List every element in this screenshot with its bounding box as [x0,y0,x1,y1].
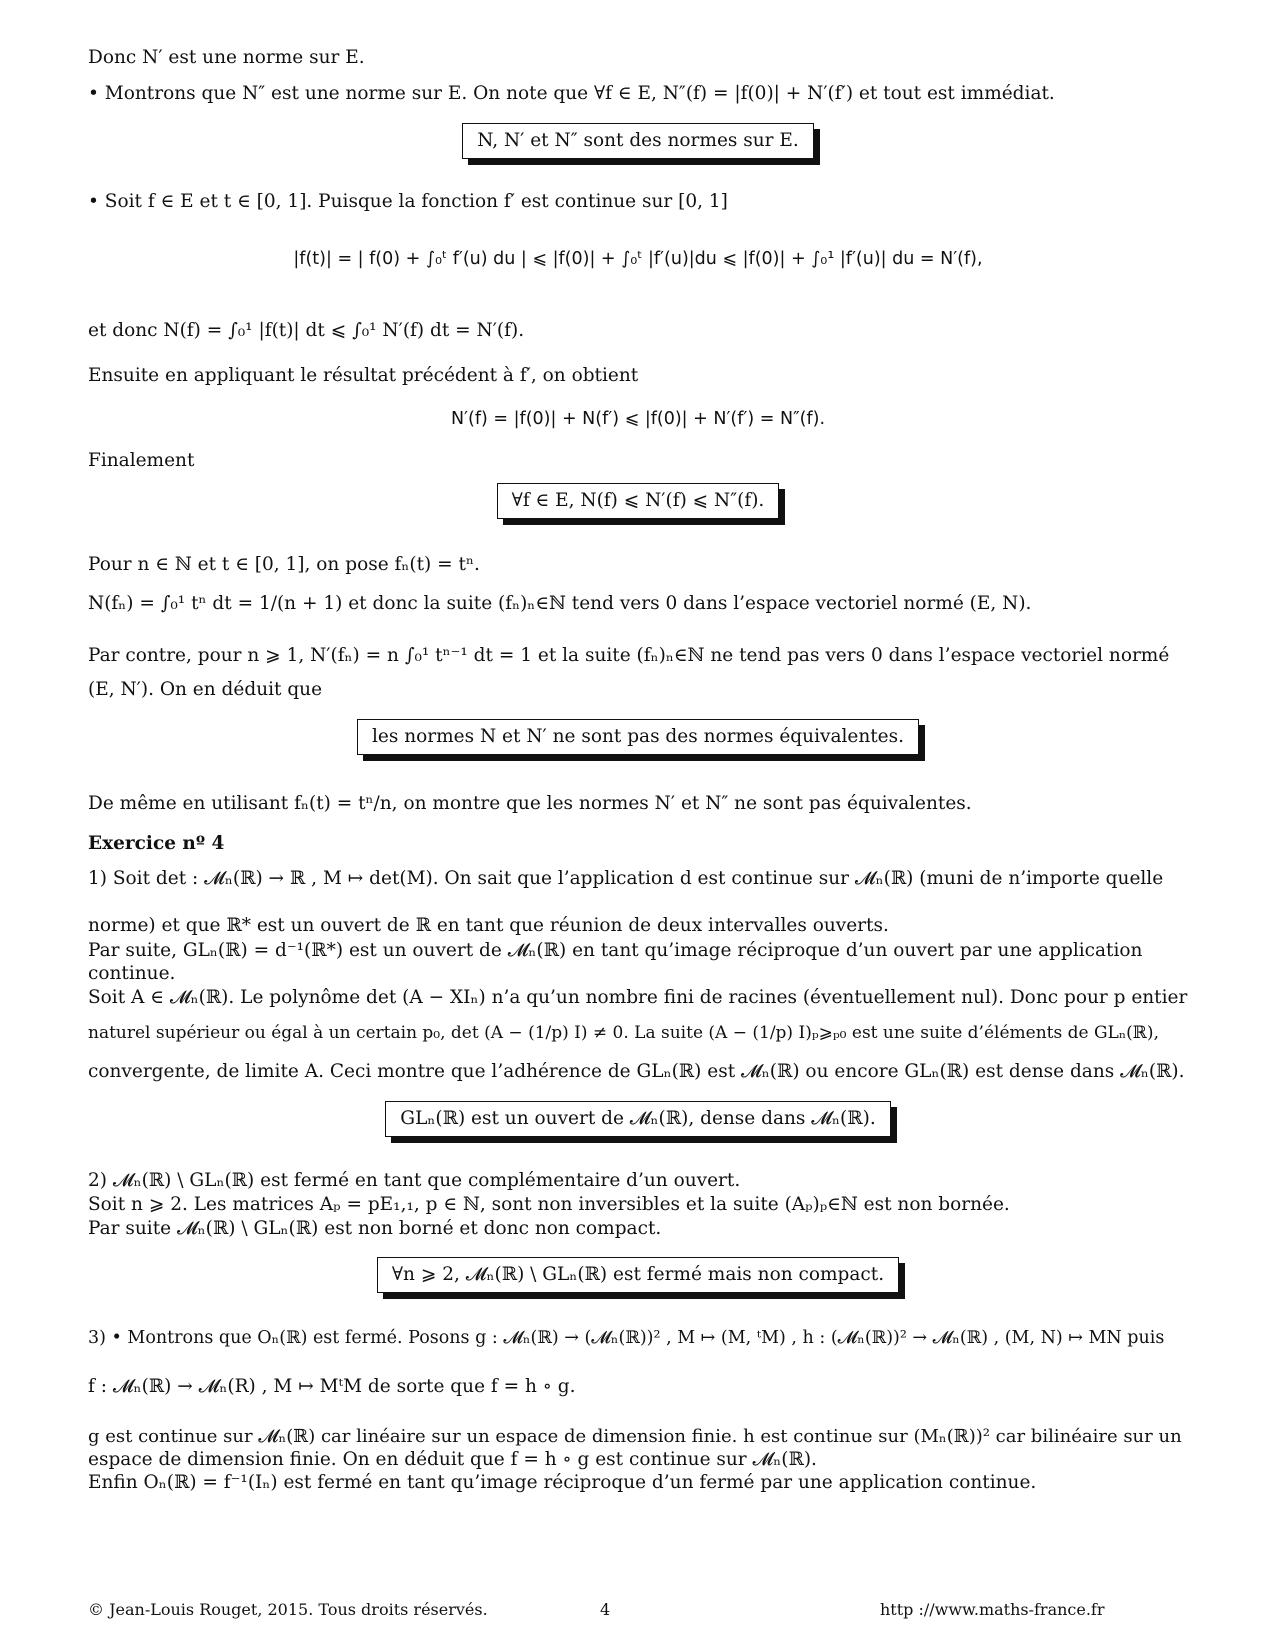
text-line: espace de dimension finie. On en déduit que f = h ∘ g est continue sur 𝓜ₙ(ℝ). [88,1449,817,1470]
boxed-result-wrap [88,1257,1188,1293]
boxed-result: ∀n ⩾ 2, 𝓜ₙ(ℝ) \ GLₙ(ℝ) est fermé mais non compact. [377,1257,899,1293]
text-line: 3) • Montrons que Oₙ(ℝ) est fermé. Posons g : 𝓜ₙ(ℝ) → (𝓜ₙ(ℝ))² , M ↦ (M, ᵗM) , h : (𝓜ₙ(ℝ))² → 𝓜ₙ(ℝ) , (M, N) ↦ MN puis [88,1328,1165,1348]
footer-page-number: 4 [600,1600,611,1619]
text-line: Soit n ⩾ 2. Les matrices Aₚ = pE₁,₁, p ∈ ℕ, sont non inversibles et la suite (Aₚ)ₚ∈ℕ est non bornée. [88,1194,1010,1215]
text-line: N(fₙ) = ∫₀¹ tⁿ dt = 1/(n + 1) et donc la suite (fₙ)ₙ∈ℕ tend vers 0 dans l’espace vectoriel normé (E, N). [88,593,1032,614]
boxed-result-wrap [88,123,1188,159]
text-line: et donc N(f) = ∫₀¹ |f(t)| dt ⩽ ∫₀¹ N′(f) dt = N′(f). [88,320,525,341]
text-line: • Soit f ∈ E et t ∈ [0, 1]. Puisque la fonction f′ est continue sur [0, 1] [88,191,728,212]
text-line: (E, N′). On en déduit que [88,679,323,700]
text-line: Soit A ∈ 𝓜ₙ(ℝ). Le polynôme det (A − XIₙ) n’a qu’un nombre fini de racines (éventuellement nul). Donc pour p entier [88,987,1188,1008]
boxed-result: les normes N et N′ ne sont pas des normes équivalentes. [357,719,919,755]
text-line: • Montrons que N″ est une norme sur E. On note que ∀f ∈ E, N″(f) = |f(0)| + N′(f′) et tout est immédiat. [88,83,1055,104]
boxed-result-wrap [88,483,1188,519]
footer-copyright: © Jean-Louis Rouget, 2015. Tous droits réservés. [88,1600,488,1619]
text-line: convergente, de limite A. Ceci montre que l’adhérence de GLₙ(ℝ) est 𝓜ₙ(ℝ) ou encore GLₙ(ℝ) est dense dans 𝓜ₙ(ℝ). [88,1061,1185,1082]
text-line: naturel supérieur ou égal à un certain p₀, det (A − (1/p) I) ≠ 0. La suite (A − (1/p) I)ₚ⩾ₚ₀ est une suite d’éléments de GLₙ(ℝ), [88,1023,1159,1043]
boxed-result: ∀f ∈ E, N(f) ⩽ N′(f) ⩽ N″(f). [497,483,780,519]
boxed-result-wrap [88,719,1188,755]
text-line: Par suite, GLₙ(ℝ) = d⁻¹(ℝ*) est un ouvert de 𝓜ₙ(ℝ) en tant qu’image réciproque d’un ouvert par une application [88,940,1143,961]
text-line: continue. [88,963,176,984]
display-equation: |f(t)| = | f(0) + ∫₀ᵗ f′(u) du | ⩽ |f(0)| + ∫₀ᵗ |f′(u)|du ⩽ |f(0)| + ∫₀¹ |f′(u)| du = N′(f), [293,249,983,269]
text-line: 2) 𝓜ₙ(ℝ) \ GLₙ(ℝ) est fermé en tant que complémentaire d’un ouvert. [88,1170,741,1191]
text-line: Finalement [88,450,195,471]
boxed-result: GLₙ(ℝ) est un ouvert de 𝓜ₙ(ℝ), dense dans 𝓜ₙ(ℝ). [385,1101,890,1137]
text-line: Enfin Oₙ(ℝ) = f⁻¹(Iₙ) est fermé en tant qu’image réciproque d’un fermé par une application continue. [88,1472,1037,1493]
text-line: 1) Soit det : 𝓜ₙ(ℝ) → ℝ , M ↦ det(M). On sait que l’application d est continue sur 𝓜ₙ(ℝ) (muni de n’importe quelle [88,868,1164,889]
text-line: norme) et que ℝ* est un ouvert de ℝ en tant que réunion de deux intervalles ouverts. [88,915,889,936]
text-line: De même en utilisant fₙ(t) = tⁿ/n, on montre que les normes N′ et N″ ne sont pas équivalentes. [88,793,972,814]
text-line: f : 𝓜ₙ(ℝ) → 𝓜ₙ(R) , M ↦ MᵗM de sorte que f = h ∘ g. [88,1376,576,1397]
text-line: Donc N′ est une norme sur E. [88,47,365,68]
text-line: Par contre, pour n ⩾ 1, N′(fₙ) = n ∫₀¹ tⁿ⁻¹ dt = 1 et la suite (fₙ)ₙ∈ℕ ne tend pas vers 0 dans l’espace vectoriel normé [88,645,1170,666]
boxed-result: N, N′ et N″ sont des normes sur E. [462,123,814,159]
text-line: Pour n ∈ ℕ et t ∈ [0, 1], on pose fₙ(t) = tⁿ. [88,554,480,575]
boxed-result-wrap [88,1101,1188,1137]
text-line: g est continue sur 𝓜ₙ(ℝ) car linéaire sur un espace de dimension finie. h est continue sur (Mₙ(ℝ))² car bilinéaire sur un [88,1426,1182,1447]
text-line: Par suite 𝓜ₙ(ℝ) \ GLₙ(ℝ) est non borné et donc non compact. [88,1218,662,1239]
display-equation: N′(f) = |f(0)| + N(f′) ⩽ |f(0)| + N′(f′) = N″(f). [450,409,826,429]
footer-url[interactable]: http ://www.maths-france.fr [880,1600,1105,1619]
text-line: Ensuite en appliquant le résultat précédent à f′, on obtient [88,365,639,386]
exercise-heading: Exercice nº 4 [88,833,225,854]
